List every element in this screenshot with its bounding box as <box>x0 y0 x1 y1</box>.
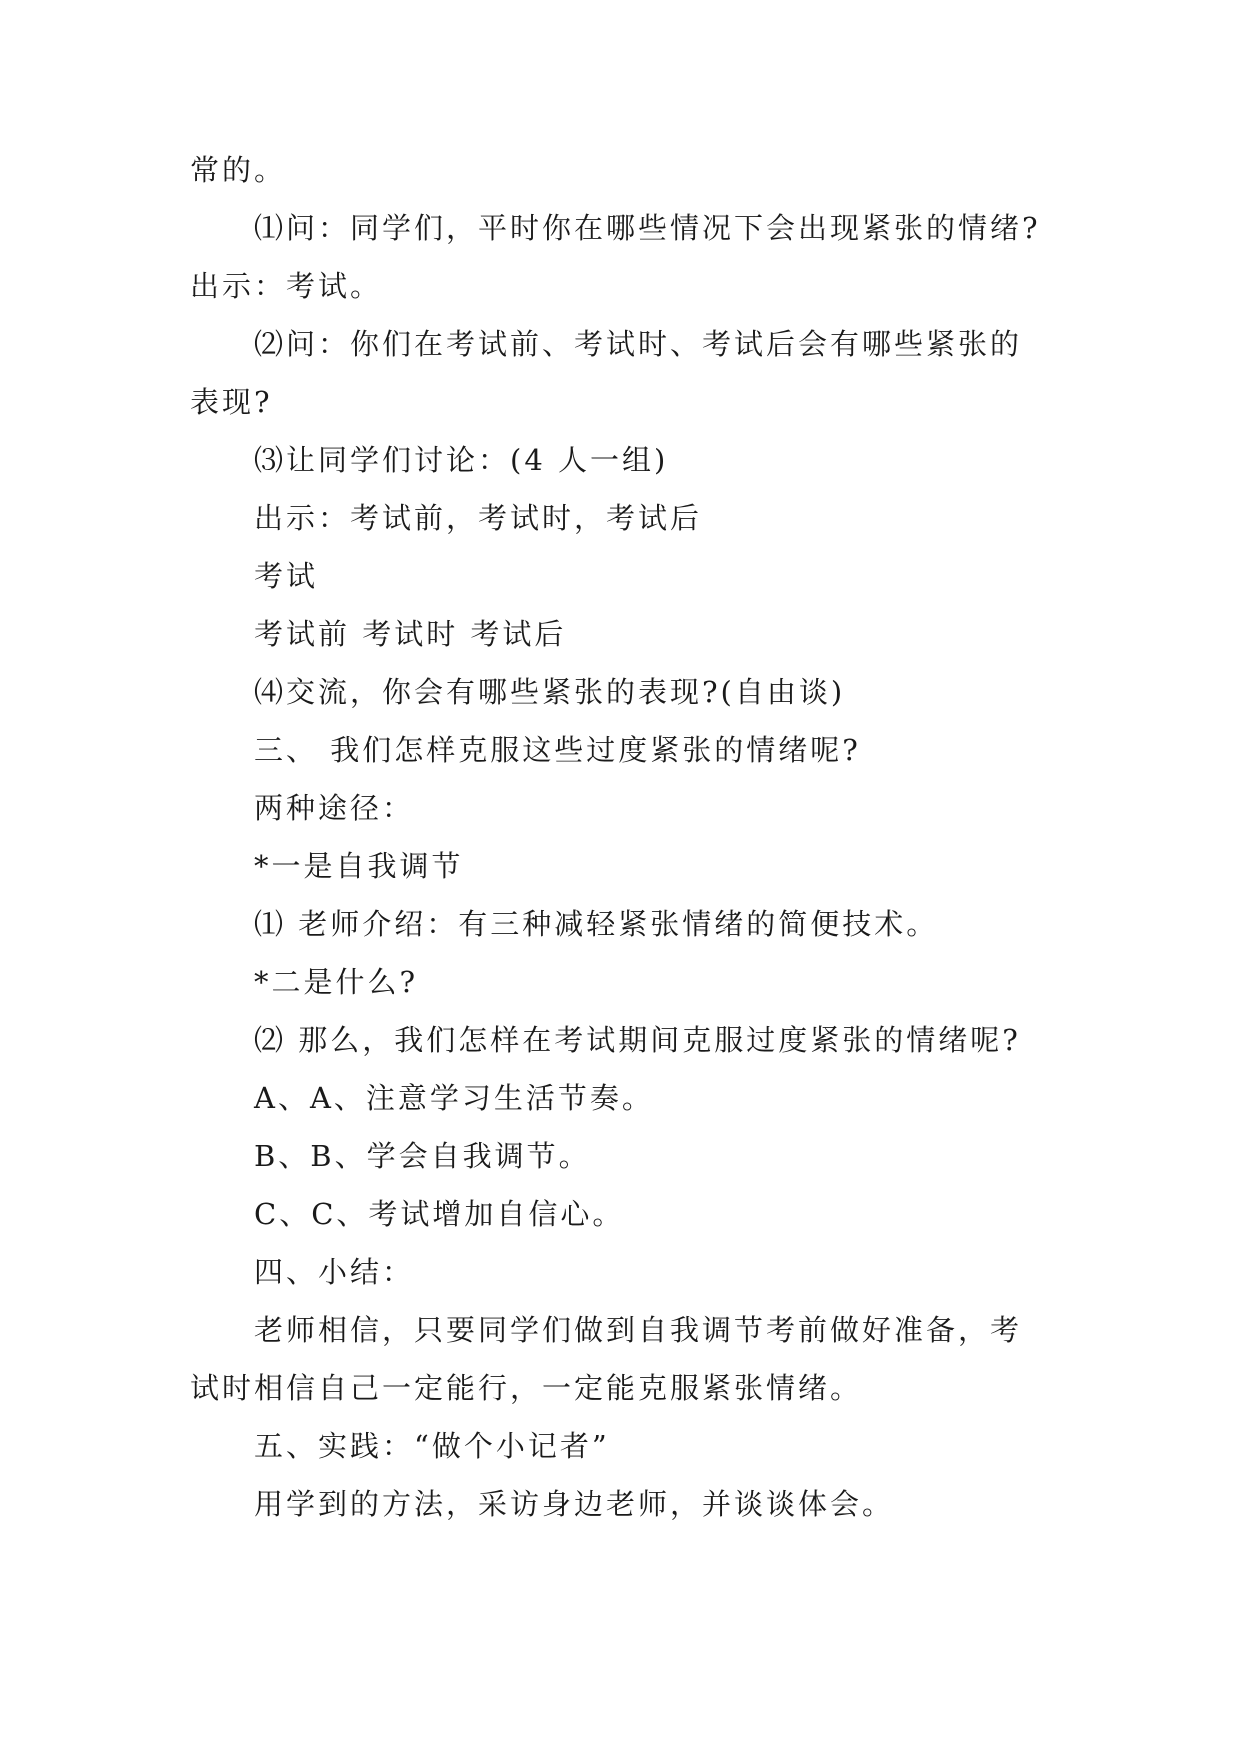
text-line: 表现? <box>190 385 273 419</box>
text-line: ⑴问：同学们，平时你在哪些情况下会出现紧张的情绪? <box>254 211 1041 245</box>
list-item: C、C、考试增加自信心。 <box>254 1197 625 1231</box>
text-line: ⑷交流，你会有哪些紧张的表现?(自由谈) <box>254 675 846 709</box>
text-line: 试时相信自己一定能行，一定能克服紧张情绪。 <box>190 1371 863 1405</box>
text-line: 常的。 <box>190 153 287 187</box>
text-line: ⑵问：你们在考试前、考试时、考试后会有哪些紧张的 <box>254 327 1023 361</box>
text-line: 出示：考试。 <box>190 269 383 303</box>
list-item: B、B、学会自我调节。 <box>254 1139 591 1173</box>
text-line: ⑶让同学们讨论：(4 人一组) <box>254 443 669 477</box>
section-heading: 三、 我们怎样克服这些过度紧张的情绪呢? <box>254 733 861 767</box>
text-line: 两种途径： <box>254 791 415 825</box>
text-line: ⑴ 老师介绍：有三种减轻紧张情绪的简便技术。 <box>254 907 939 941</box>
text-line: *二是什么? <box>254 965 419 999</box>
text-line: 出示：考试前，考试时，考试后 <box>254 501 703 535</box>
text-line: 考试 <box>254 559 319 593</box>
text-line: ⑵ 那么，我们怎样在考试期间克服过度紧张的情绪呢? <box>254 1023 1021 1057</box>
text-line: 老师相信，只要同学们做到自我调节考前做好准备，考 <box>254 1313 1023 1347</box>
section-heading: 五、实践：“做个小记者” <box>254 1429 610 1463</box>
section-heading: 四、小结： <box>254 1255 415 1289</box>
list-item: A、A、注意学习生活节奏。 <box>254 1081 654 1115</box>
text-line: *一是自我调节 <box>254 849 464 883</box>
text-line: 考试前 考试时 考试后 <box>254 617 567 651</box>
text-line: 用学到的方法，采访身边老师，并谈谈体会。 <box>254 1487 895 1521</box>
